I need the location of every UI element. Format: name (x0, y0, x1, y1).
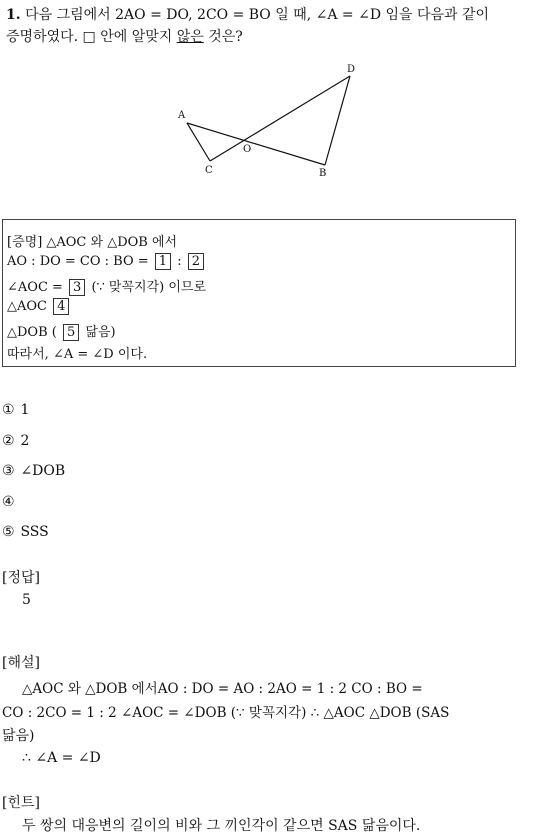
question-line-1 (6, 4, 489, 24)
choice-1[interactable]: ① 1 (2, 402, 30, 418)
explanation-label: [해설] (2, 655, 40, 671)
proof-line-3: ∠AOC = 3 (∵ 맞꼭지각) 이므로 (7, 280, 207, 295)
blank-box-5: 5 (63, 324, 79, 341)
blank-box-1: 1 (155, 253, 171, 270)
choice-4[interactable]: ④ (2, 494, 15, 510)
question-text-1: 다음 그림에서 2AO = DO, 2CO = BO 일 때, ∠A = ∠D 임을 다음과 같이 (25, 7, 490, 23)
proof-line-5: △DOB ( 5 닮음) (7, 325, 116, 340)
proof-line-2: AO : DO = CO : BO = 1 : 2 (7, 253, 206, 270)
underlined-word: 않은 (176, 29, 204, 45)
question-number: 1. (6, 7, 21, 23)
proof-line-6: 따라서, ∠A = ∠D 이다. (7, 347, 148, 362)
label-O: O (243, 144, 252, 155)
segment-AB (187, 123, 325, 165)
blank-box-2: 2 (188, 253, 204, 270)
answer-label: [정답] (2, 570, 40, 586)
question-line-2: 증명하였다. □ 안에 알맞지 않은 것은? (6, 29, 243, 45)
explanation-line-3: 닮음) (2, 728, 35, 744)
choice-5[interactable]: ⑤ SSS (2, 524, 49, 540)
triangle-figure (170, 60, 370, 185)
label-C: C (205, 165, 213, 176)
blank-box-3: 3 (69, 279, 85, 296)
answer-value: 5 (22, 592, 31, 608)
hint-label: [힌트] (2, 795, 40, 811)
proof-line-1: [증명] △AOC 와 △DOB 에서 (7, 235, 178, 250)
choice-3[interactable]: ③ ∠DOB (2, 463, 66, 479)
explanation-line-4: ∴ ∠A = ∠D (22, 750, 101, 766)
explanation-line-2: CO : 2CO = 1 : 2 ∠AOC = ∠DOB (∵ 맞꼭지각) ∴ △AOC △DOB (SAS (2, 705, 450, 721)
proof-line-4: △AOC 4 (7, 298, 71, 315)
label-A: A (178, 110, 186, 121)
label-D: D (347, 64, 356, 75)
blank-box-4: 4 (53, 298, 69, 315)
hint-text: 두 쌍의 대응변의 길이의 비와 그 끼인각이 같으면 SAS 닮음이다. (22, 818, 421, 834)
explanation-line-1: △AOC 와 △DOB 에서AO : DO = AO : 2AO = 1 : 2 CO : BO = (22, 681, 423, 697)
segment-CD (210, 76, 350, 161)
label-B: B (319, 168, 327, 179)
proof-box (2, 219, 516, 367)
choice-2[interactable]: ② 2 (2, 433, 30, 449)
